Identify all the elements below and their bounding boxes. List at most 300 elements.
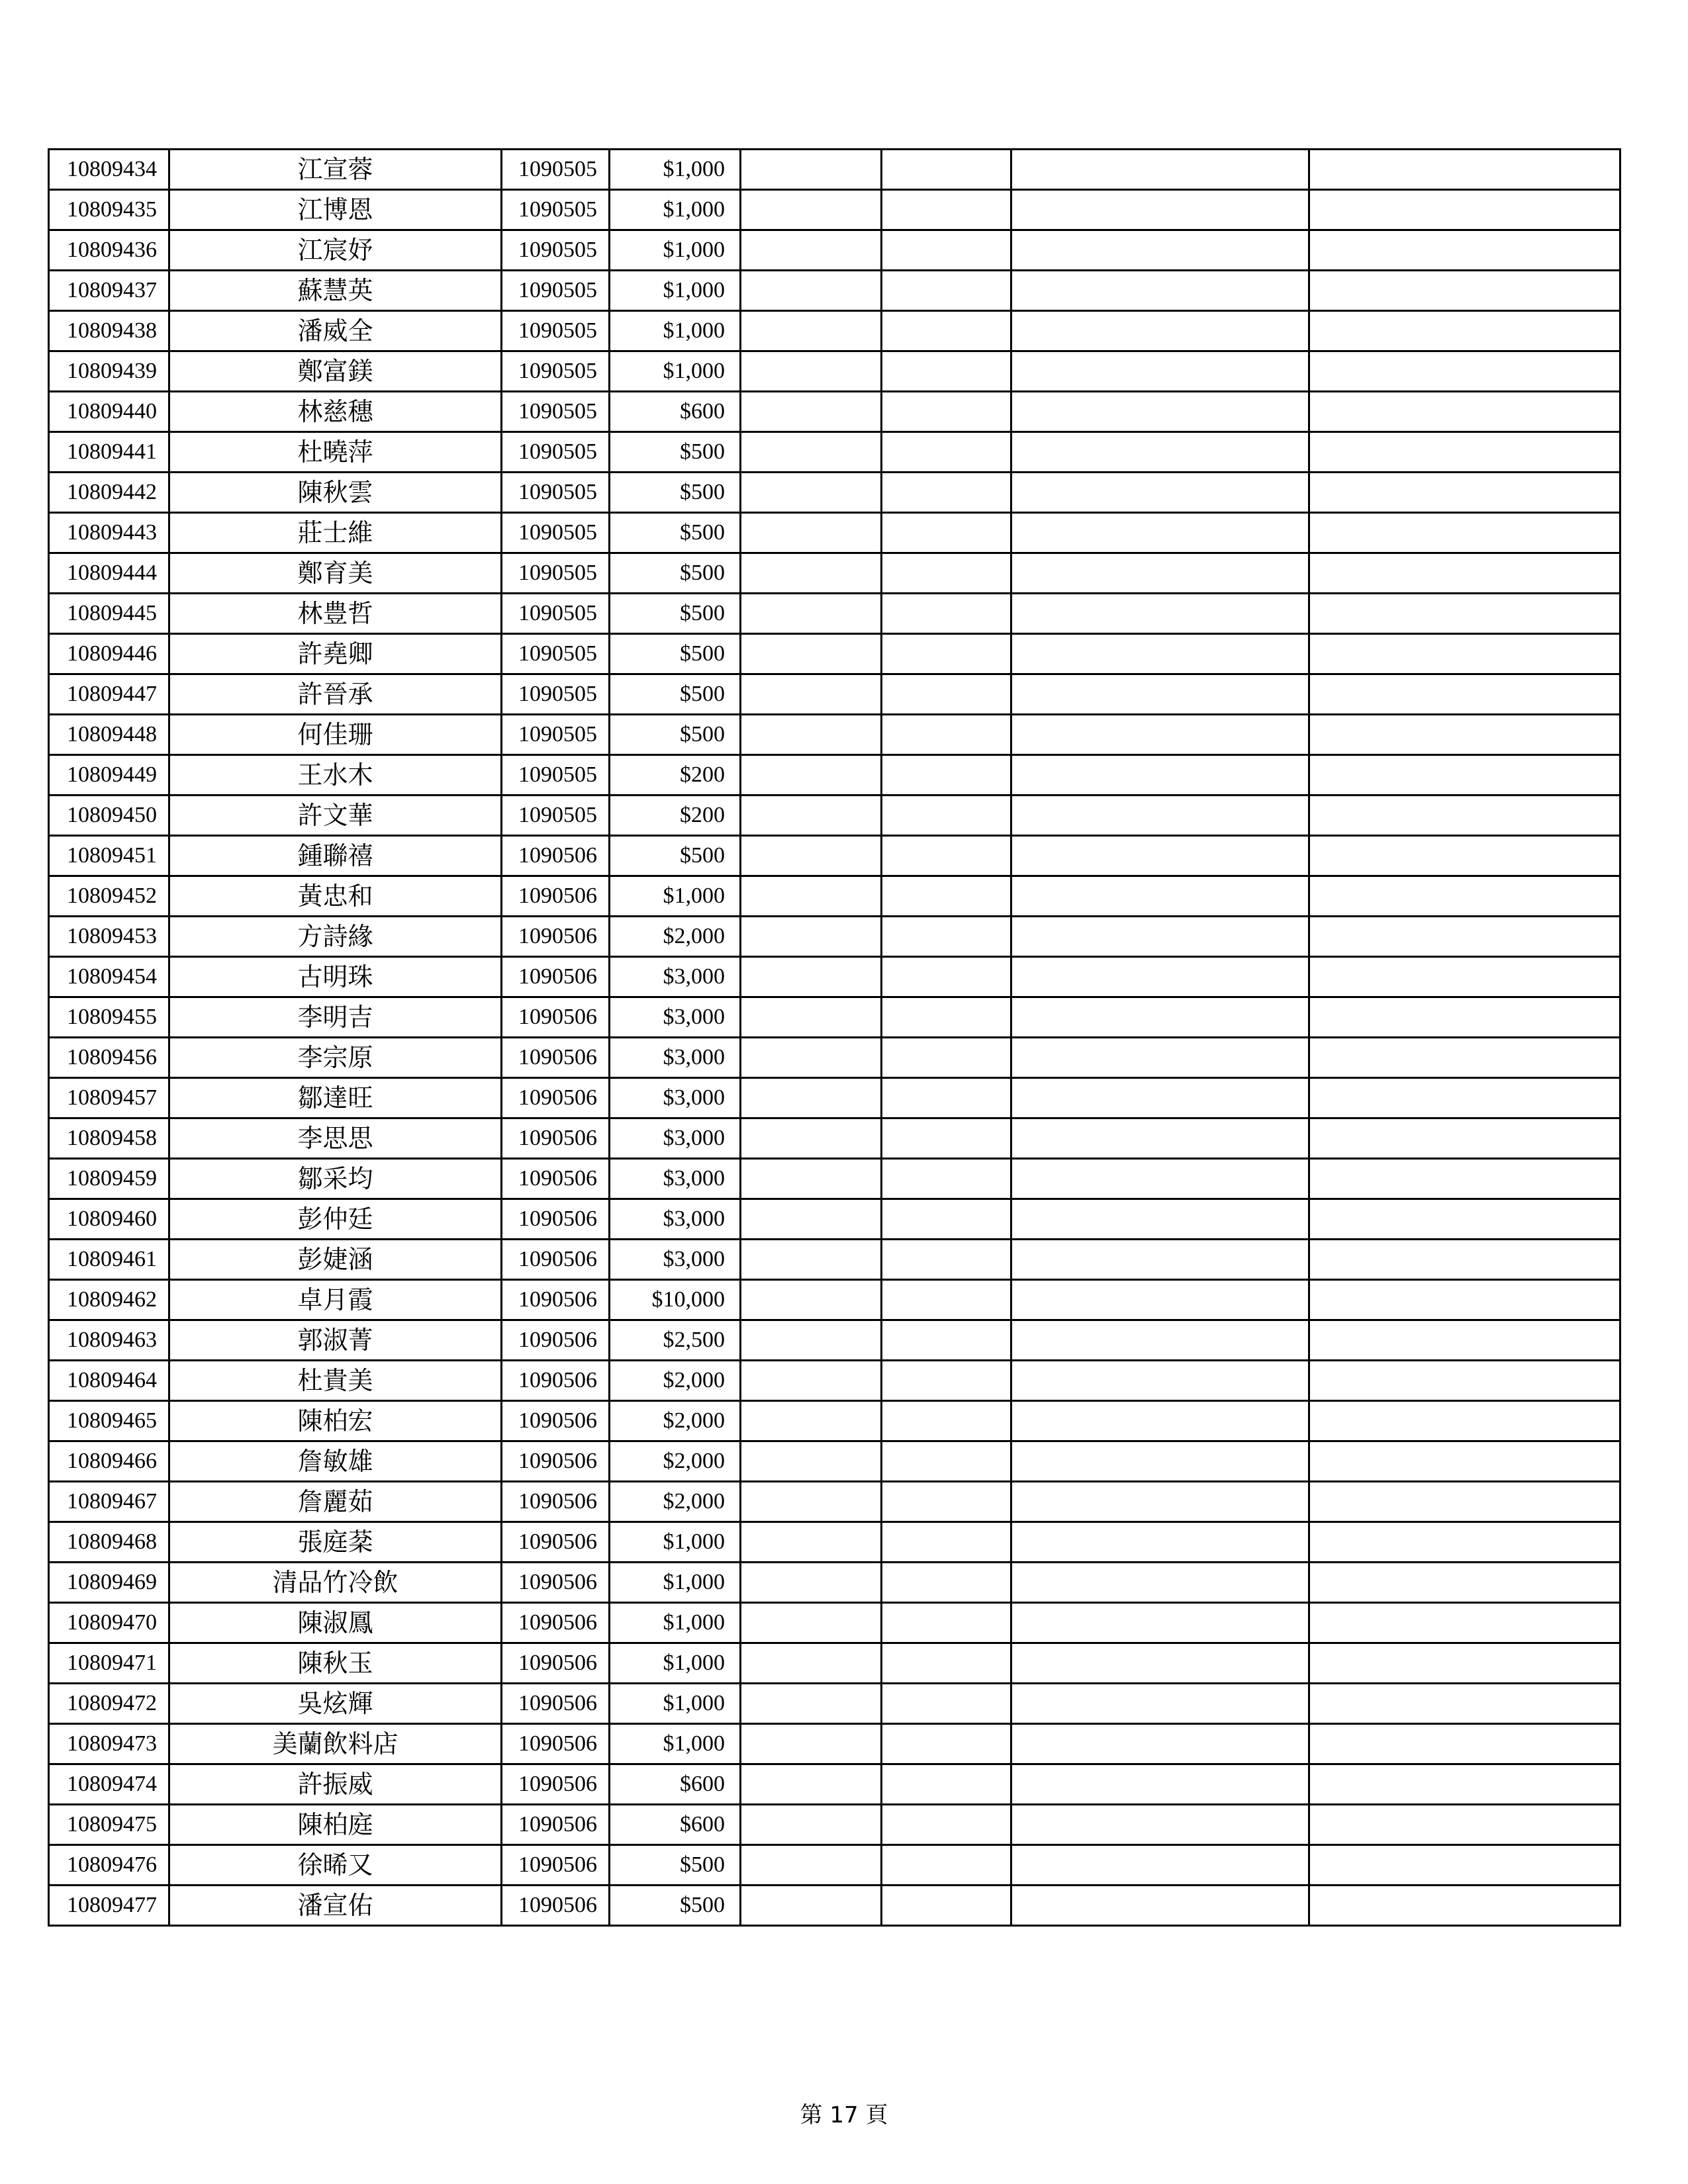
receipt-id-cell: 10809471 <box>49 1643 169 1684</box>
empty-cell <box>741 1038 882 1078</box>
receipt-id-cell: 10809477 <box>49 1886 169 1926</box>
empty-cell <box>741 674 882 715</box>
donor-name-cell: 江博恩 <box>169 190 502 230</box>
table-row <box>49 796 1620 836</box>
date-cell: 1090505 <box>502 674 610 715</box>
amount-cell: $200 <box>610 796 741 836</box>
table-row <box>49 1563 1620 1603</box>
empty-cell <box>882 1482 1011 1522</box>
table-row <box>49 1038 1620 1078</box>
date-cell: 1090506 <box>502 1118 610 1159</box>
donor-name-cell: 江宸妤 <box>169 230 502 271</box>
empty-cell <box>741 1845 882 1886</box>
receipt-id-cell: 10809440 <box>49 392 169 432</box>
empty-cell <box>882 1159 1011 1199</box>
amount-cell: $2,000 <box>610 1482 741 1522</box>
amount-cell: $2,000 <box>610 1441 741 1482</box>
receipt-id-cell: 10809448 <box>49 715 169 755</box>
receipt-id-cell: 10809473 <box>49 1724 169 1764</box>
table-row <box>49 715 1620 755</box>
empty-cell <box>1309 351 1620 392</box>
receipt-id-cell: 10809446 <box>49 634 169 674</box>
empty-cell <box>1011 1603 1309 1643</box>
empty-cell <box>1011 876 1309 917</box>
empty-cell <box>1309 1764 1620 1805</box>
table-row <box>49 1805 1620 1845</box>
empty-cell <box>741 1805 882 1845</box>
amount-cell: $3,000 <box>610 1118 741 1159</box>
empty-cell <box>1011 1199 1309 1240</box>
empty-cell <box>1309 1118 1620 1159</box>
empty-cell <box>741 1724 882 1764</box>
receipt-id-cell: 10809464 <box>49 1361 169 1401</box>
empty-cell <box>1011 1078 1309 1118</box>
empty-cell <box>882 876 1011 917</box>
table-row <box>49 917 1620 957</box>
receipt-id-cell: 10809437 <box>49 271 169 311</box>
empty-cell <box>882 1845 1011 1886</box>
empty-cell <box>882 311 1011 351</box>
table-row <box>49 1441 1620 1482</box>
empty-cell <box>741 1522 882 1563</box>
empty-cell <box>1309 1563 1620 1603</box>
date-cell: 1090506 <box>502 1764 610 1805</box>
empty-cell <box>741 1361 882 1401</box>
empty-cell <box>1309 674 1620 715</box>
donor-name-cell: 李明吉 <box>169 997 502 1038</box>
empty-cell <box>1309 876 1620 917</box>
date-cell: 1090506 <box>502 1886 610 1926</box>
table-row <box>49 1118 1620 1159</box>
empty-cell <box>882 150 1011 190</box>
empty-cell <box>741 1563 882 1603</box>
empty-cell <box>882 1320 1011 1361</box>
empty-cell <box>882 190 1011 230</box>
date-cell: 1090506 <box>502 957 610 997</box>
amount-cell: $200 <box>610 755 741 796</box>
empty-cell <box>882 1724 1011 1764</box>
donor-name-cell: 許振威 <box>169 1764 502 1805</box>
empty-cell <box>1309 432 1620 473</box>
empty-cell <box>741 1401 882 1441</box>
donor-name-cell: 陳秋雲 <box>169 473 502 513</box>
table-row <box>49 1522 1620 1563</box>
empty-cell <box>1011 1805 1309 1845</box>
date-cell: 1090505 <box>502 796 610 836</box>
table-row <box>49 230 1620 271</box>
date-cell: 1090506 <box>502 876 610 917</box>
empty-cell <box>741 230 882 271</box>
date-cell: 1090506 <box>502 1320 610 1361</box>
donor-name-cell: 江宣蓉 <box>169 150 502 190</box>
amount-cell: $1,000 <box>610 1684 741 1724</box>
table-row <box>49 1482 1620 1522</box>
empty-cell <box>1011 553 1309 594</box>
amount-cell: $500 <box>610 1845 741 1886</box>
empty-cell <box>1011 1886 1309 1926</box>
amount-cell: $500 <box>610 513 741 553</box>
empty-cell <box>1011 674 1309 715</box>
date-cell: 1090505 <box>502 715 610 755</box>
donor-name-cell: 古明珠 <box>169 957 502 997</box>
donor-name-cell: 詹敏雄 <box>169 1441 502 1482</box>
amount-cell: $1,000 <box>610 876 741 917</box>
empty-cell <box>741 594 882 634</box>
empty-cell <box>1309 150 1620 190</box>
receipt-id-cell: 10809445 <box>49 594 169 634</box>
empty-cell <box>1309 594 1620 634</box>
empty-cell <box>1309 836 1620 876</box>
empty-cell <box>882 1078 1011 1118</box>
receipt-id-cell: 10809455 <box>49 997 169 1038</box>
donor-name-cell: 彭仲廷 <box>169 1199 502 1240</box>
amount-cell: $2,000 <box>610 1401 741 1441</box>
empty-cell <box>1309 1522 1620 1563</box>
donor-name-cell: 卓月霞 <box>169 1280 502 1320</box>
donor-name-cell: 莊士維 <box>169 513 502 553</box>
empty-cell <box>1011 1038 1309 1078</box>
amount-cell: $3,000 <box>610 1078 741 1118</box>
table-row <box>49 553 1620 594</box>
amount-cell: $500 <box>610 473 741 513</box>
empty-cell <box>882 513 1011 553</box>
donor-name-cell: 杜貴美 <box>169 1361 502 1401</box>
receipt-id-cell: 10809467 <box>49 1482 169 1522</box>
table-row <box>49 876 1620 917</box>
date-cell: 1090505 <box>502 392 610 432</box>
date-cell: 1090506 <box>502 1805 610 1845</box>
amount-cell: $3,000 <box>610 1038 741 1078</box>
receipt-id-cell: 10809472 <box>49 1684 169 1724</box>
receipt-id-cell: 10809459 <box>49 1159 169 1199</box>
donor-name-cell: 吳炫輝 <box>169 1684 502 1724</box>
empty-cell <box>882 1603 1011 1643</box>
amount-cell: $1,000 <box>610 1603 741 1643</box>
amount-cell: $600 <box>610 1805 741 1845</box>
empty-cell <box>741 1684 882 1724</box>
empty-cell <box>1011 1159 1309 1199</box>
receipt-id-cell: 10809475 <box>49 1805 169 1845</box>
empty-cell <box>1011 1320 1309 1361</box>
date-cell: 1090506 <box>502 1724 610 1764</box>
empty-cell <box>1309 1886 1620 1926</box>
empty-cell <box>741 997 882 1038</box>
donor-name-cell: 鄭育美 <box>169 553 502 594</box>
receipt-id-cell: 10809470 <box>49 1603 169 1643</box>
empty-cell <box>741 1240 882 1280</box>
receipt-id-cell: 10809452 <box>49 876 169 917</box>
empty-cell <box>1309 553 1620 594</box>
donor-name-cell: 方詩緣 <box>169 917 502 957</box>
empty-cell <box>882 1280 1011 1320</box>
donor-name-cell: 何佳珊 <box>169 715 502 755</box>
empty-cell <box>882 1240 1011 1280</box>
empty-cell <box>882 1361 1011 1401</box>
empty-cell <box>1309 957 1620 997</box>
amount-cell: $1,000 <box>610 1643 741 1684</box>
table-row <box>49 1361 1620 1401</box>
empty-cell <box>882 1522 1011 1563</box>
receipt-id-cell: 10809453 <box>49 917 169 957</box>
empty-cell <box>1011 594 1309 634</box>
empty-cell <box>1011 513 1309 553</box>
empty-cell <box>1309 1401 1620 1441</box>
empty-cell <box>1309 230 1620 271</box>
table-row <box>49 836 1620 876</box>
empty-cell <box>1011 1118 1309 1159</box>
empty-cell <box>882 1764 1011 1805</box>
date-cell: 1090505 <box>502 513 610 553</box>
receipt-id-cell: 10809465 <box>49 1401 169 1441</box>
date-cell: 1090506 <box>502 917 610 957</box>
empty-cell <box>882 674 1011 715</box>
empty-cell <box>882 392 1011 432</box>
ledger-body <box>49 150 1620 1926</box>
empty-cell <box>882 917 1011 957</box>
empty-cell <box>882 1886 1011 1926</box>
empty-cell <box>1011 150 1309 190</box>
donation-ledger-table <box>48 148 1621 1927</box>
donor-name-cell: 陳秋玉 <box>169 1643 502 1684</box>
empty-cell <box>741 1764 882 1805</box>
empty-cell <box>1011 311 1309 351</box>
empty-cell <box>1011 190 1309 230</box>
amount-cell: $600 <box>610 1764 741 1805</box>
empty-cell <box>1309 1199 1620 1240</box>
donor-name-cell: 清品竹冷飲 <box>169 1563 502 1603</box>
empty-cell <box>741 1643 882 1684</box>
receipt-id-cell: 10809435 <box>49 190 169 230</box>
empty-cell <box>1309 917 1620 957</box>
empty-cell <box>882 1684 1011 1724</box>
receipt-id-cell: 10809443 <box>49 513 169 553</box>
amount-cell: $500 <box>610 432 741 473</box>
empty-cell <box>1011 957 1309 997</box>
table-row <box>49 150 1620 190</box>
empty-cell <box>1309 715 1620 755</box>
receipt-id-cell: 10809447 <box>49 674 169 715</box>
empty-cell <box>741 271 882 311</box>
amount-cell: $1,000 <box>610 190 741 230</box>
empty-cell <box>1309 473 1620 513</box>
empty-cell <box>1309 1684 1620 1724</box>
empty-cell <box>1309 1482 1620 1522</box>
empty-cell <box>882 1563 1011 1603</box>
empty-cell <box>741 755 882 796</box>
date-cell: 1090505 <box>502 473 610 513</box>
receipt-id-cell: 10809474 <box>49 1764 169 1805</box>
amount-cell: $500 <box>610 715 741 755</box>
empty-cell <box>1011 1764 1309 1805</box>
receipt-id-cell: 10809460 <box>49 1199 169 1240</box>
empty-cell <box>741 1118 882 1159</box>
empty-cell <box>882 351 1011 392</box>
donor-name-cell: 王水木 <box>169 755 502 796</box>
donor-name-cell: 徐晞又 <box>169 1845 502 1886</box>
empty-cell <box>1309 1603 1620 1643</box>
amount-cell: $1,000 <box>610 271 741 311</box>
empty-cell <box>882 1118 1011 1159</box>
table-row <box>49 473 1620 513</box>
table-row <box>49 1724 1620 1764</box>
empty-cell <box>882 1805 1011 1845</box>
table-row <box>49 957 1620 997</box>
donor-name-cell: 潘宣佑 <box>169 1886 502 1926</box>
amount-cell: $3,000 <box>610 957 741 997</box>
empty-cell <box>1309 1643 1620 1684</box>
amount-cell: $600 <box>610 392 741 432</box>
table-row <box>49 190 1620 230</box>
empty-cell <box>882 836 1011 876</box>
amount-cell: $1,000 <box>610 351 741 392</box>
empty-cell <box>741 1078 882 1118</box>
empty-cell <box>741 392 882 432</box>
empty-cell <box>1011 634 1309 674</box>
date-cell: 1090506 <box>502 1482 610 1522</box>
empty-cell <box>1309 1320 1620 1361</box>
receipt-id-cell: 10809434 <box>49 150 169 190</box>
empty-cell <box>1011 1845 1309 1886</box>
empty-cell <box>882 1643 1011 1684</box>
empty-cell <box>1309 634 1620 674</box>
table-row <box>49 1401 1620 1441</box>
empty-cell <box>1011 1482 1309 1522</box>
receipt-id-cell: 10809449 <box>49 755 169 796</box>
empty-cell <box>1011 473 1309 513</box>
empty-cell <box>1011 351 1309 392</box>
receipt-id-cell: 10809438 <box>49 311 169 351</box>
donor-name-cell: 陳淑鳳 <box>169 1603 502 1643</box>
date-cell: 1090505 <box>502 271 610 311</box>
date-cell: 1090506 <box>502 1522 610 1563</box>
empty-cell <box>741 1320 882 1361</box>
date-cell: 1090505 <box>502 432 610 473</box>
empty-cell <box>741 917 882 957</box>
date-cell: 1090505 <box>502 634 610 674</box>
receipt-id-cell: 10809461 <box>49 1240 169 1280</box>
table-row <box>49 1159 1620 1199</box>
donor-name-cell: 李宗原 <box>169 1038 502 1078</box>
receipt-id-cell: 10809476 <box>49 1845 169 1886</box>
empty-cell <box>741 796 882 836</box>
empty-cell <box>741 1886 882 1926</box>
empty-cell <box>1309 1441 1620 1482</box>
empty-cell <box>1011 432 1309 473</box>
donor-name-cell: 鄭富鎂 <box>169 351 502 392</box>
table-row <box>49 1684 1620 1724</box>
empty-cell <box>1011 230 1309 271</box>
date-cell: 1090505 <box>502 594 610 634</box>
empty-cell <box>1011 392 1309 432</box>
empty-cell <box>882 594 1011 634</box>
empty-cell <box>882 1441 1011 1482</box>
empty-cell <box>1011 1240 1309 1280</box>
table-row <box>49 513 1620 553</box>
empty-cell <box>1011 755 1309 796</box>
empty-cell <box>741 957 882 997</box>
empty-cell <box>1011 997 1309 1038</box>
table-row <box>49 1320 1620 1361</box>
empty-cell <box>1011 1522 1309 1563</box>
table-row <box>49 755 1620 796</box>
donor-name-cell: 鄒采均 <box>169 1159 502 1199</box>
empty-cell <box>1309 190 1620 230</box>
amount-cell: $500 <box>610 1886 741 1926</box>
table-row <box>49 1603 1620 1643</box>
receipt-id-cell: 10809466 <box>49 1441 169 1482</box>
empty-cell <box>741 311 882 351</box>
table-row <box>49 674 1620 715</box>
empty-cell <box>1309 755 1620 796</box>
table-row <box>49 1886 1620 1926</box>
donor-name-cell: 許堯卿 <box>169 634 502 674</box>
donor-name-cell: 彭婕涵 <box>169 1240 502 1280</box>
donor-name-cell: 鍾聯禧 <box>169 836 502 876</box>
date-cell: 1090505 <box>502 230 610 271</box>
empty-cell <box>741 190 882 230</box>
table-row <box>49 1078 1620 1118</box>
receipt-id-cell: 10809436 <box>49 230 169 271</box>
empty-cell <box>741 1603 882 1643</box>
empty-cell <box>882 634 1011 674</box>
amount-cell: $3,000 <box>610 1240 741 1280</box>
receipt-id-cell: 10809469 <box>49 1563 169 1603</box>
receipt-id-cell: 10809457 <box>49 1078 169 1118</box>
empty-cell <box>741 513 882 553</box>
receipt-id-cell: 10809451 <box>49 836 169 876</box>
amount-cell: $3,000 <box>610 997 741 1038</box>
date-cell: 1090506 <box>502 1038 610 1078</box>
receipt-id-cell: 10809444 <box>49 553 169 594</box>
empty-cell <box>882 432 1011 473</box>
amount-cell: $3,000 <box>610 1159 741 1199</box>
amount-cell: $1,000 <box>610 1724 741 1764</box>
empty-cell <box>1011 1401 1309 1441</box>
receipt-id-cell: 10809454 <box>49 957 169 997</box>
empty-cell <box>1309 1159 1620 1199</box>
empty-cell <box>882 715 1011 755</box>
receipt-id-cell: 10809463 <box>49 1320 169 1361</box>
empty-cell <box>1309 796 1620 836</box>
empty-cell <box>1309 1845 1620 1886</box>
date-cell: 1090506 <box>502 1441 610 1482</box>
date-cell: 1090505 <box>502 150 610 190</box>
amount-cell: $2,000 <box>610 1361 741 1401</box>
empty-cell <box>882 796 1011 836</box>
date-cell: 1090506 <box>502 1401 610 1441</box>
empty-cell <box>741 1159 882 1199</box>
amount-cell: $500 <box>610 634 741 674</box>
donor-name-cell: 林豊哲 <box>169 594 502 634</box>
empty-cell <box>741 836 882 876</box>
donor-name-cell: 鄒達旺 <box>169 1078 502 1118</box>
table-row <box>49 1199 1620 1240</box>
receipt-id-cell: 10809442 <box>49 473 169 513</box>
table-row <box>49 351 1620 392</box>
amount-cell: $500 <box>610 674 741 715</box>
donor-name-cell: 蘇慧英 <box>169 271 502 311</box>
donor-name-cell: 許文華 <box>169 796 502 836</box>
receipt-id-cell: 10809441 <box>49 432 169 473</box>
empty-cell <box>741 351 882 392</box>
empty-cell <box>741 1280 882 1320</box>
amount-cell: $500 <box>610 594 741 634</box>
table-row <box>49 1643 1620 1684</box>
table-row <box>49 392 1620 432</box>
date-cell: 1090505 <box>502 553 610 594</box>
date-cell: 1090506 <box>502 1280 610 1320</box>
amount-cell: $1,000 <box>610 1522 741 1563</box>
